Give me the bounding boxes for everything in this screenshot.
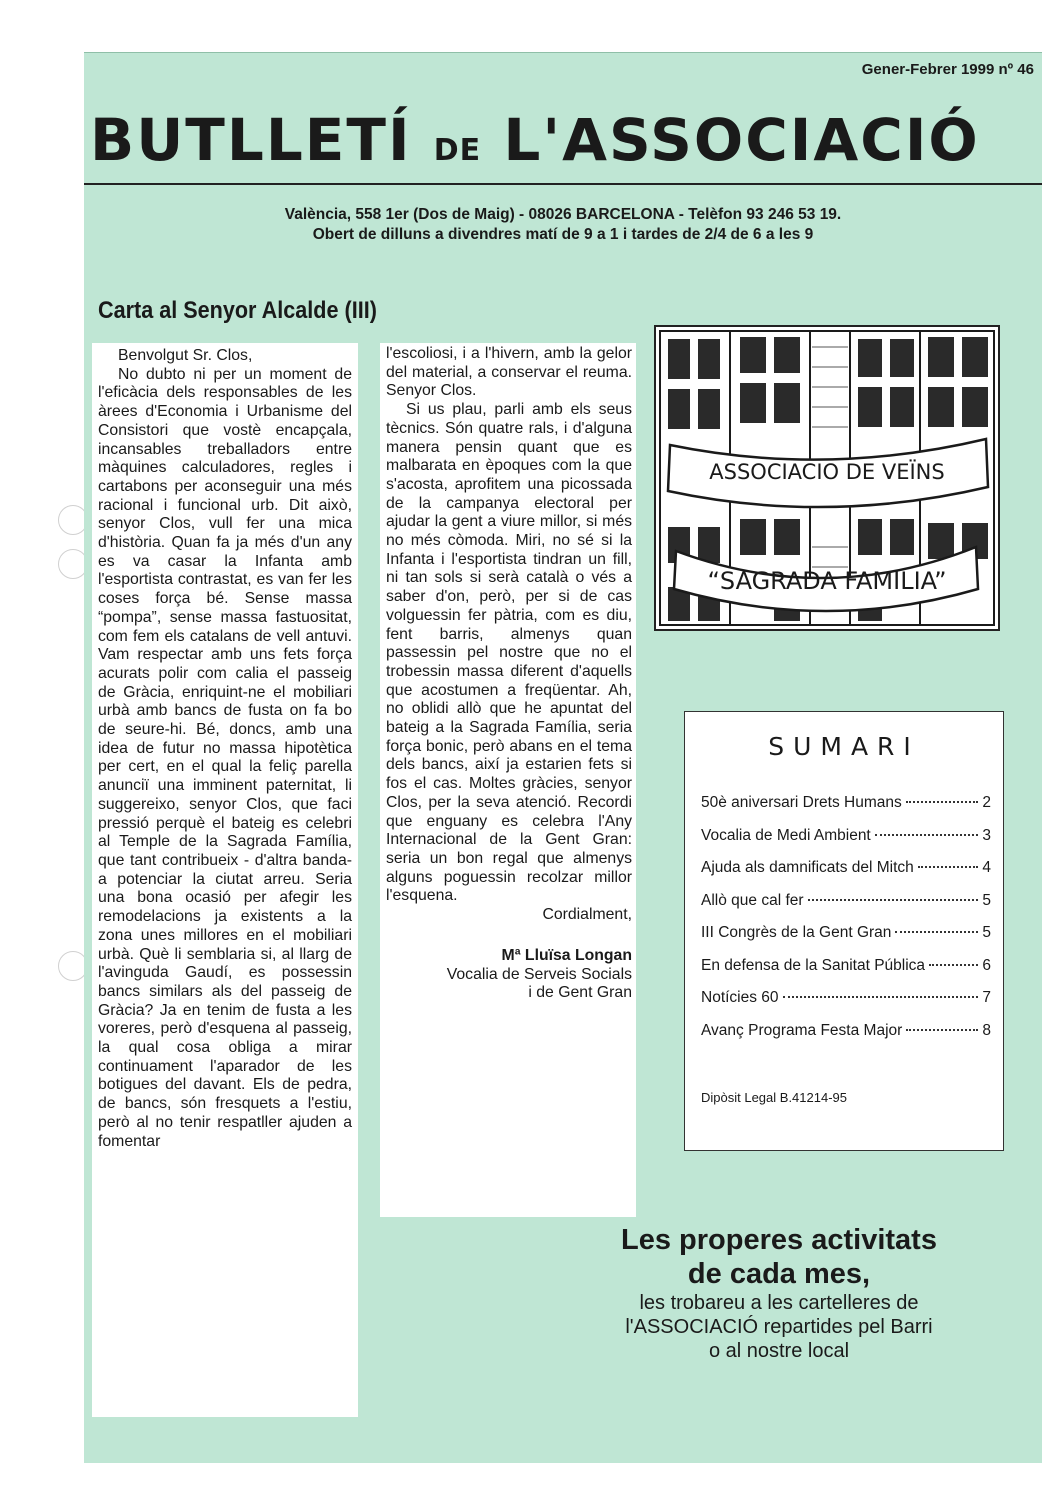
masthead <box>90 106 1020 174</box>
activities-text-2: l'ASSOCIACIÓ repartides pel Barri <box>625 1316 933 1338</box>
article-closing: Cordialment, <box>542 906 632 924</box>
toc-item-page: 5 <box>982 924 991 941</box>
toc-item-text: Avanç Programa Festa Major <box>701 1021 903 1039</box>
toc-item-text: Ajuda als damnificats del Mitch <box>701 859 914 876</box>
toc-dot-leader <box>906 801 979 803</box>
activities-text-3: o al nostre local <box>708 1340 850 1362</box>
toc-item-text: III Congrès de la Gent Gran <box>701 924 892 941</box>
article-paragraph: No dubto ni per un moment de l'eficàcia dels responsables de les àrees d'Economia i Urbanisme del Consistori que vostè encapçala, incansables treballadors entre màquines calculadores, regles i cartabons per aconseguir una més racional i funcional urb. Dit això, senyor Clos, vull fer una mica d'història. Quan fa ja més d'un any es va casar la Infanta amb l'esportista contrastat, es van fer les coses força bé. Sense massa “pompa”, sense massa fastuositat, com fem els catalans de vell antuvi. Vam respectar amb uns fets força acurats polir com calia el passeig de Gràcia, enriquint-ne el mobiliari urbà amb bancs de fusta on fa bo de seure-hi. Bé, doncs, amb una idea de futur no massa hipotètica per cert, en el qual la feliç parella anunciï una imminent paternitat, li suggereixo, senyor Clos, que faci pressió perquè el bateig es celebri al Temple de la Sagrada Família, que tant contribueix - d'altra banda- a potenciar la ciutat arreu. Seria una bona ocasió per afegir les remodelacions ja existents a la zona unes millores en el mobiliari urbà. Què li semblaria si, al llarg de l'avinguda Gaudí, es possessin bancs similars als del passeig de Gràcia? Ja en tenim de fusta a les voreres, però d'esquena al passeig, la qual cosa obliga a mirar continuament l'aparador de les botigues del davant. Els de pedra, de bancs, són fresquets a l'estiu, però al no tenir respatller ajuden a fomentar <box>98 365 352 1150</box>
toc-item-page: 7 <box>982 989 991 1006</box>
toc-item <box>701 957 991 990</box>
activities-heading: Les properes activitats <box>621 1224 937 1256</box>
masthead-rule <box>84 183 1042 185</box>
toc-item-text: Notícies 60 <box>701 989 779 1006</box>
activities-text: les trobareu a les cartelleres de <box>639 1292 919 1314</box>
activities-notice <box>554 1223 1004 1363</box>
toc-item-page: 4 <box>982 859 991 876</box>
toc-item-text: Allò que cal fer <box>701 891 804 909</box>
toc-item-text: Vocalia de Medi Ambient <box>701 826 871 844</box>
toc-item <box>701 859 991 892</box>
toc-item-text: En defensa de la Sanitat Pública <box>701 956 926 974</box>
toc-item <box>701 827 991 860</box>
toc-item <box>701 794 991 827</box>
address-line: València, 558 1er (Dos de Maig) - 08026 BARCELONA - Telèfon 93 246 53 19. <box>284 206 842 223</box>
association-logo <box>654 325 1000 631</box>
masthead-part1: BUTLLETÍ <box>90 106 412 174</box>
toc-item-page: 3 <box>982 826 991 844</box>
article-paragraph: Si us plau, parli amb els seus tècnics. Són quatre rals, i d'alguna manera pensin quant que es malbarata en èpoques com la que s'acosta, aprofitem una picossada de la campanya electoral per ajudar la gent a viure millor, si més no més còmoda. Miri, no sé si la Infanta i l'esportista tindran un fill, ni tan sols si serà català o vés a saber d'on, però, per si de cas volguessin fer pàtria, com es diu, fent barris, almenys quan passessin pel nostre que no el trobessin massa diferent d'aquells que acostumen a freqüentar. Ah, no oblidi allò que he apuntat del bateig a la Sagrada Família, seria força bonic, però abans en el tema dels bancs, així ja estarien fets si fos el cas. Moltes gràcies, senyor Clos, per la seva atenció. Recordi que enguany es celebra l'Any Internacional de la Gent Gran: seria un bon regal que almenys alguns poguessin recolzar millor l'esquena. <box>386 401 632 905</box>
issue-label: Gener-Febrer 1999 nº 46 <box>861 61 1034 78</box>
author-role-2: i de Gent Gran <box>528 984 632 1002</box>
author-name: Mª Lluïsa Longan <box>501 946 632 964</box>
toc-item-page: 2 <box>982 794 991 811</box>
legal-deposit: Dipòsit Legal B.41214-95 <box>701 1090 847 1105</box>
toc-dot-leader <box>895 931 978 933</box>
article-column-2 <box>380 343 636 1217</box>
article-title: Carta al Senyor Alcalde (III) <box>98 297 377 324</box>
signature-block <box>386 947 632 1003</box>
toc-dot-leader <box>929 964 978 966</box>
masthead-part3: L'ASSOCIACIÓ <box>503 106 980 174</box>
toc-dot-leader <box>906 1029 978 1031</box>
toc-dot-leader <box>875 834 979 836</box>
toc-item <box>701 924 991 957</box>
toc-item-page: 8 <box>982 1021 991 1039</box>
author-role: Vocalia de Serveis Socials <box>446 965 632 983</box>
logo-banner-bottom: “SAGRADA FAMILIA” <box>707 567 947 595</box>
table-of-contents <box>684 711 1004 1151</box>
activities-heading-2: de cada mes, <box>687 1258 871 1290</box>
toc-item-page: 6 <box>982 956 991 974</box>
logo-banner-top: ASSOCIACIO DE VEÏNS <box>709 460 945 484</box>
address-block <box>84 205 1042 245</box>
toc-item-page: 5 <box>982 891 991 909</box>
toc-item <box>701 892 991 925</box>
toc-item-text: 50è aniversari Drets Humans <box>701 794 902 811</box>
article-greeting: Benvolgut Sr. Clos, <box>118 347 253 364</box>
toc-dot-leader <box>808 899 979 901</box>
toc-list <box>701 794 991 1054</box>
masthead-part2: DE <box>433 133 482 168</box>
toc-item <box>701 989 991 1022</box>
hours-line: Obert de dilluns a divendres matí de 9 a 1 i tardes de 2/4 de 6 a les 9 <box>312 226 814 243</box>
article-column-1 <box>92 343 358 1417</box>
sumari-title: SUMARI <box>768 732 920 761</box>
logo-illustration <box>656 327 998 629</box>
toc-dot-leader <box>783 996 979 998</box>
toc-dot-leader <box>918 866 979 868</box>
toc-item <box>701 1022 991 1055</box>
article-paragraph: l'escoliosi, i a l'hivern, amb la gelor del material, a conservar el reuma. Senyor Clos. <box>386 345 632 400</box>
newsletter-page <box>84 52 1042 1463</box>
